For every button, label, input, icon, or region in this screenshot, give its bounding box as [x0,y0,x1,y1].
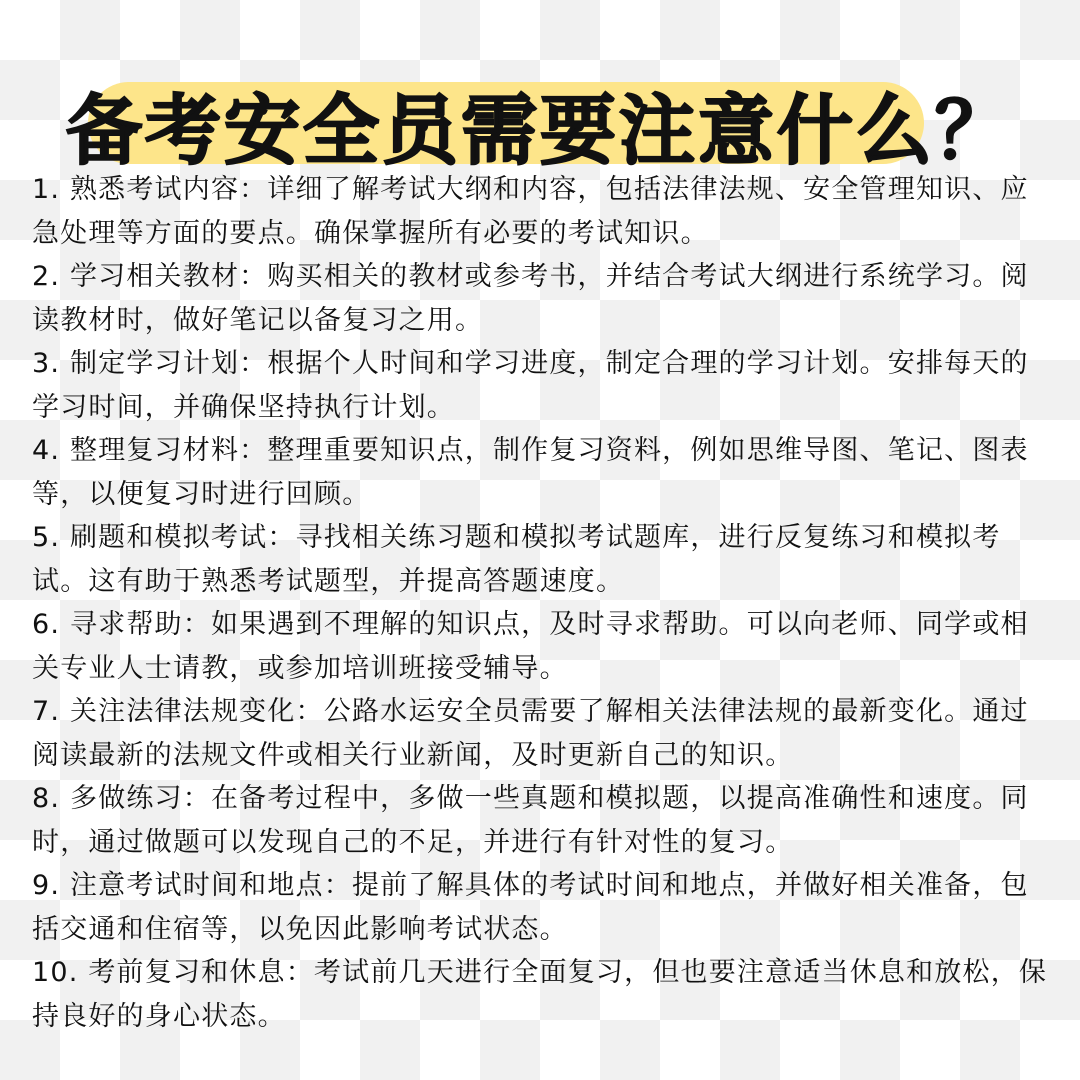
tip-item-7: 7. 关注法律法规变化：公路水运安全员需要了解相关法律法规的最新变化。通过阅读最新的法规文件或相关行业新闻，及时更新自己的知识。 [32,696,1029,771]
tip-item-1: 1. 熟悉考试内容：详细了解考试大纲和内容，包括法律法规、安全管理知识、应急处理等方面的要点。确保掌握所有必要的考试知识。 [32,174,1029,249]
tips-list [32,168,1050,1048]
tip-item-5: 5. 刷题和模拟考试：寻找相关练习题和模拟考试题库，进行反复练习和模拟考试。这有助于熟悉考试题型，并提高答题速度。 [32,522,1001,597]
tip-item-8: 8. 多做练习：在备考过程中，多做一些真题和模拟题，以提高准确性和速度。同时，通过做题可以发现自己的不足，并进行有针对性的复习。 [32,783,1029,858]
tip-item-2: 2. 学习相关教材：购买相关的教材或参考书，并结合考试大纲进行系统学习。阅读教材时，做好笔记以备复习之用。 [32,261,1029,336]
tip-item-6: 6. 寻求帮助：如果遇到不理解的知识点，及时寻求帮助。可以向老师、同学或相关专业人士请教，或参加培训班接受辅导。 [32,609,1029,684]
tip-item-3: 3. 制定学习计划：根据个人时间和学习进度，制定合理的学习计划。安排每天的学习时间，并确保坚持执行计划。 [32,348,1029,423]
tip-item-10: 10. 考前复习和休息：考试前几天进行全面复习，但也要注意适当休息和放松，保持良好的身心状态。 [32,957,1048,1032]
tip-item-9: 9. 注意考试时间和地点：提前了解具体的考试时间和地点，并做好相关准备，包括交通和住宿等，以免因此影响考试状态。 [32,870,1029,945]
title-area [0,0,1080,175]
tip-item-4: 4. 整理复习材料：整理重要知识点，制作复习资料，例如思维导图、笔记、图表等，以便复习时进行回顾。 [32,435,1029,510]
page-title: 备考安全员需要注意什么？ [66,85,1014,175]
